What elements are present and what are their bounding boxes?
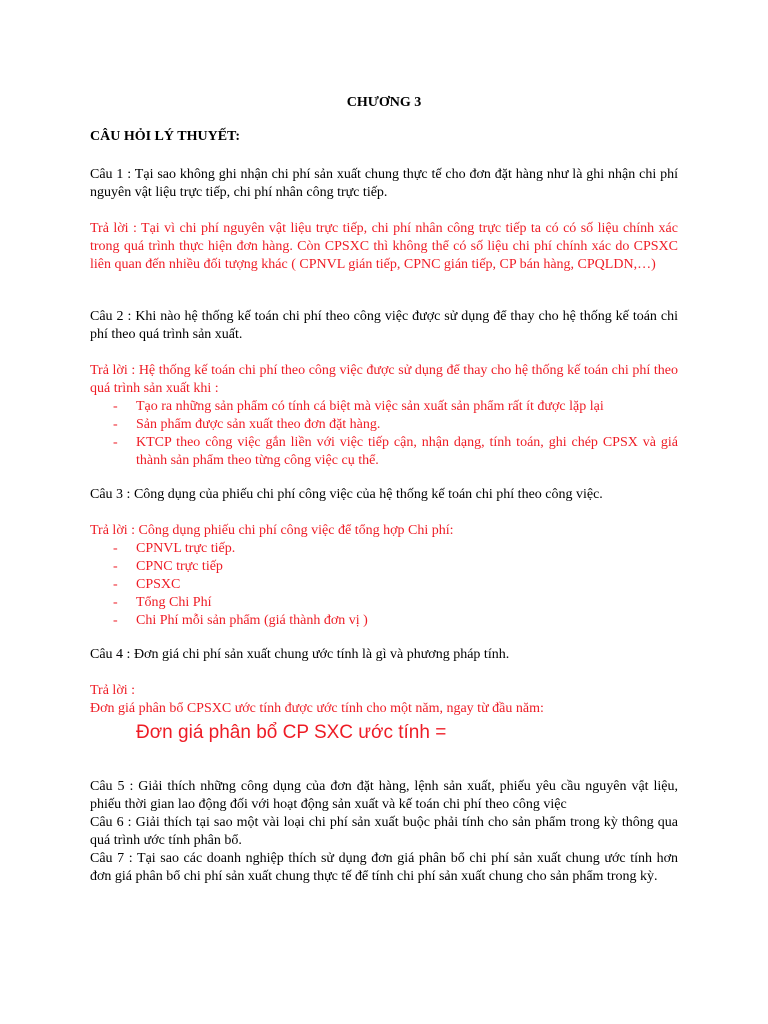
question-5: Câu 5 : Giải thích những công dụng của đơn đặt hàng, lệnh sản xuất, phiếu yêu cầu nguyên vật liệu, phiếu thời gian lao động đối với hoạt động sản xuất và kế toán chi phí theo công việc [90,779,678,812]
list-item [90,558,678,576]
dash-marker: - [113,399,118,414]
list-item [90,612,678,630]
dash-marker: - [113,435,118,450]
list-item [90,594,678,612]
section-heading: CÂU HỎI LÝ THUYẾT: [90,129,241,144]
answer-4 [90,682,678,745]
list-item-text: CPNC trực tiếp [136,559,223,574]
dash-marker: - [113,595,118,610]
question-4: Câu 4 : Đơn giá chi phí sản xuất chung ước tính là gì và phương pháp tính. [90,647,510,662]
list-item [90,416,678,434]
question-6: Câu 6 : Giải thích tại sao một vài loại chi phí sản xuất buộc phải tính cho sản phẩm trong kỳ thông qua quá trình ước tính phân bổ. [90,815,678,848]
answer-3-intro: Trả lời : Công dụng phiếu chi phí công việc để tổng hợp Chi phí: [90,523,454,538]
answer-1 [90,220,678,274]
list-item-text: CPSXC [136,577,181,592]
answer-3-list [90,540,678,630]
dash-marker: - [113,541,118,556]
answer-3 [90,522,678,630]
list-item [90,398,678,416]
list-item-text: KTCP theo công việc gắn liền với việc tiếp cận, nhận dạng, tính toán, ghi chép CPSX và giá thành sản phẩm theo từng công việc cụ thể. [136,435,678,468]
question-2: Câu 2 : Khi nào hệ thống kế toán chi phí theo công việc được sử dụng để thay cho hệ thống kế toán chi phí theo quá trình sản xuất. [90,309,678,342]
dash-marker: - [113,577,118,592]
list-item-text: CPNVL trực tiếp. [136,541,236,556]
list-item [90,576,678,594]
answer-2 [90,362,678,470]
formula-text: Đơn giá phân bổ CP SXC ước tính = [136,722,447,743]
answer-4-label: Trả lời : [90,683,136,698]
dash-marker: - [113,559,118,574]
list-item [90,540,678,558]
question-1: Câu 1 : Tại sao không ghi nhận chi phí sản xuất chung thực tế cho đơn đặt hàng như là ghi nhận chi phí nguyên vật liệu trực tiếp, chi phí nhân công trực tiếp. [90,167,678,200]
remaining-questions [90,778,678,886]
dash-marker: - [113,613,118,628]
answer-1-text: Trả lời : Tại vì chi phí nguyên vật liệu trực tiếp, chi phí nhân công trực tiếp ta có có số liệu chính xác trong quá trình thực hiện đơn hàng. Còn CPSXC thì không thể có số liệu chi phí chính xác do CPSXC liên quan đến nhiều đối tượng khác ( CPNVL gián tiếp, CPNC gián tiếp, CP bán hàng, CPQLDN,…) [90,221,678,272]
answer-4-line: Đơn giá phân bổ CPSXC ước tính được ước tính cho một năm, ngay từ đầu năm: [90,701,544,716]
list-item-text: Tạo ra những sản phẩm có tính cá biệt mà việc sản xuất sản phẩm rất ít được lặp lại [136,399,604,414]
answer-2-list [90,398,678,470]
list-item-text: Tổng Chi Phí [136,595,212,610]
list-item [90,434,678,470]
list-item-text: Chi Phí mỗi sản phẩm (giá thành đơn vị ) [136,613,368,628]
question-7: Câu 7 : Tại sao các doanh nghiệp thích sử dụng đơn giá phân bổ chi phí sản xuất chung ước tính hơn đơn giá phân bổ chi phí sản xuất chung thực tế để tính chi phí sản xuất chung cho sản phẩm trong kỳ. [90,851,678,884]
question-3: Câu 3 : Công dụng của phiếu chi phí công việc của hệ thống kế toán chi phí theo công việc. [90,487,603,502]
chapter-title: CHƯƠNG 3 [346,95,422,110]
answer-2-intro: Trả lời : Hệ thống kế toán chi phí theo công việc được sử dụng để thay cho hệ thống kế toán chi phí theo quá trình sản xuất khi : [90,363,678,396]
dash-marker: - [113,417,118,432]
list-item-text: Sản phẩm được sản xuất theo đơn đặt hàng. [136,417,381,432]
